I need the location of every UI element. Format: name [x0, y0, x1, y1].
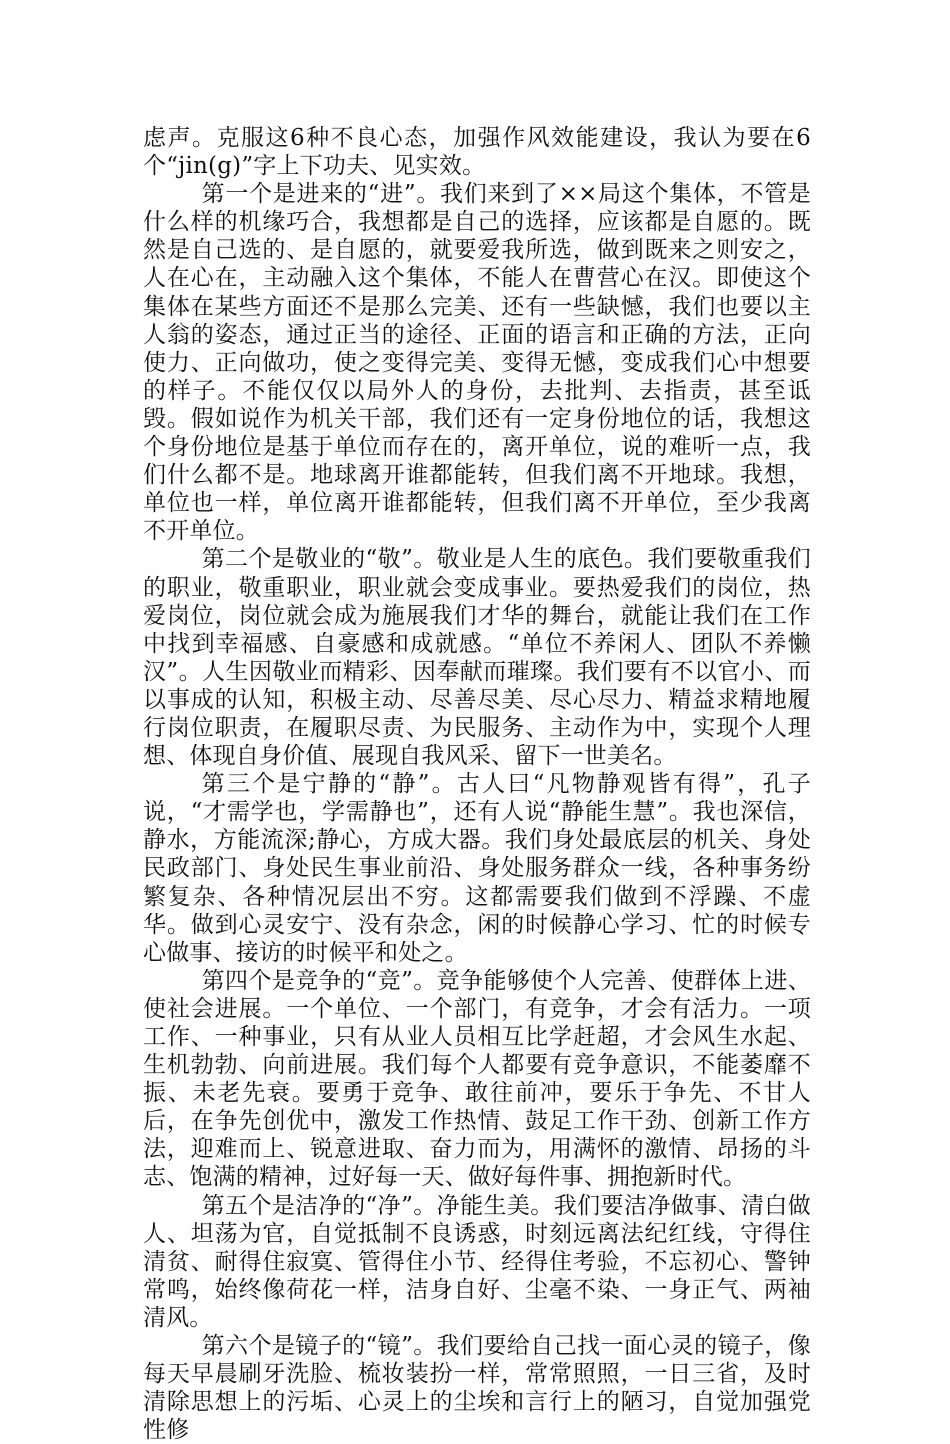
- paragraph-intro: 虑声。克服这6种不良心态，加强作风效能建设，我认为要在6个“jin(g)”字上下功夫、见实效。: [143, 125, 811, 180]
- paragraph-jing-respect: 第二个是敬业的“敬”。敬业是人生的底色。我们要敬重我们的职业，敬重职业，职业就会变成事业。要热爱我们的岗位，热爱岗位，岗位就会成为施展我们才华的舞台，就能让我们在工作中找到幸福感、自豪感和成就感。“单位不养闲人、团队不养懒汉”。人生因敬业而精彩、因奉献而璀璨。我们要有不以官小、而以事成的认知，积极主动、尽善尽美、尽心尽力、精益求精地履行岗位职责，在履职尽责、为民服务、主动作为中，实现个人理想、体现自身价值、展现自我风采、留下一世美名。: [143, 546, 811, 770]
- paragraph-jing-mirror: 第六个是镜子的“镜”。我们要给自己找一面心灵的镜子，像每天早晨刷牙洗脸、梳妆装扮一样，常常照照，一日三省，及时清除思想上的污垢、心灵上的尘埃和言行上的陋习，自觉加强党性修: [143, 1333, 811, 1444]
- paragraph-jing-quiet: 第三个是宁静的“静”。古人曰“凡物静观皆有得”，孔子说，“才需学也，学需静也”，还有人说“静能生慧”。我也深信，静水，方能流深;静心，方成大器。我们身处最底层的机关、身处民政部门、身处民生事业前沿、身处服务群众一线，各种事务纷繁复杂、各种情况层出不穷。这都需要我们做到不浮躁、不虚华。做到心灵安宁、没有杂念，闲的时候静心学习、忙的时候专心做事、接访的时候平和处之。: [143, 771, 811, 966]
- document-body: [143, 124, 811, 1444]
- paragraph-jin-enter: 第一个是进来的“进”。我们来到了××局这个集体，不管是什么样的机缘巧合，我想都是自己的选择，应该都是自愿的。既然是自己选的、是自愿的，就要爱我所选，做到既来之则安之，人在心在，主动融入这个集体，不能人在曹营心在汉。即使这个集体在某些方面还不是那么完美、还有一些缺憾，我们也要以主人翁的姿态，通过正当的途径、正面的语言和正确的方法，正向使力、正向做功，使之变得完美、变得无憾，变成我们心中想要的样子。不能仅仅以局外人的身份，去批判、去指责，甚至诋毁。假如说作为机关干部，我们还有一定身份地位的话，我想这个身份地位是基于单位而存在的，离开单位，说的难听一点，我们什么都不是。地球离开谁都能转，但我们离不开地球。我想，单位也一样，单位离开谁都能转，但我们离不开单位，至少我离不开单位。: [143, 181, 811, 545]
- paragraph-jing-compete: 第四个是竞争的“竞”。竞争能够使个人完善、使群体上进、使社会进展。一个单位、一个部门，有竞争，才会有活力。一项工作、一种事业，只有从业人员相互比学赶超，才会风生水起、生机勃勃、向前进展。我们每个人都要有竞争意识，不能萎靡不振、未老先衰。要勇于竞争、敢往前冲，要乐于争先、不甘人后，在争先创优中，激发工作热情、鼓足工作干劲、创新工作方法，迎难而上、锐意进取、奋力而为，用满怀的激情、昂扬的斗志、饱满的精神，过好每一天、做好每件事、拥抱新时代。: [143, 967, 811, 1191]
- paragraph-jing-clean: 第五个是洁净的“净”。净能生美。我们要洁净做事、清白做人、坦荡为官，自觉抵制不良诱惑，时刻远离法纪红线，守得住清贫、耐得住寂寞、管得住小节、经得住考验，不忘初心、警钟常鸣，始终像荷花一样，洁身自好、尘毫不染、一身正气、两袖清风。: [143, 1192, 811, 1331]
